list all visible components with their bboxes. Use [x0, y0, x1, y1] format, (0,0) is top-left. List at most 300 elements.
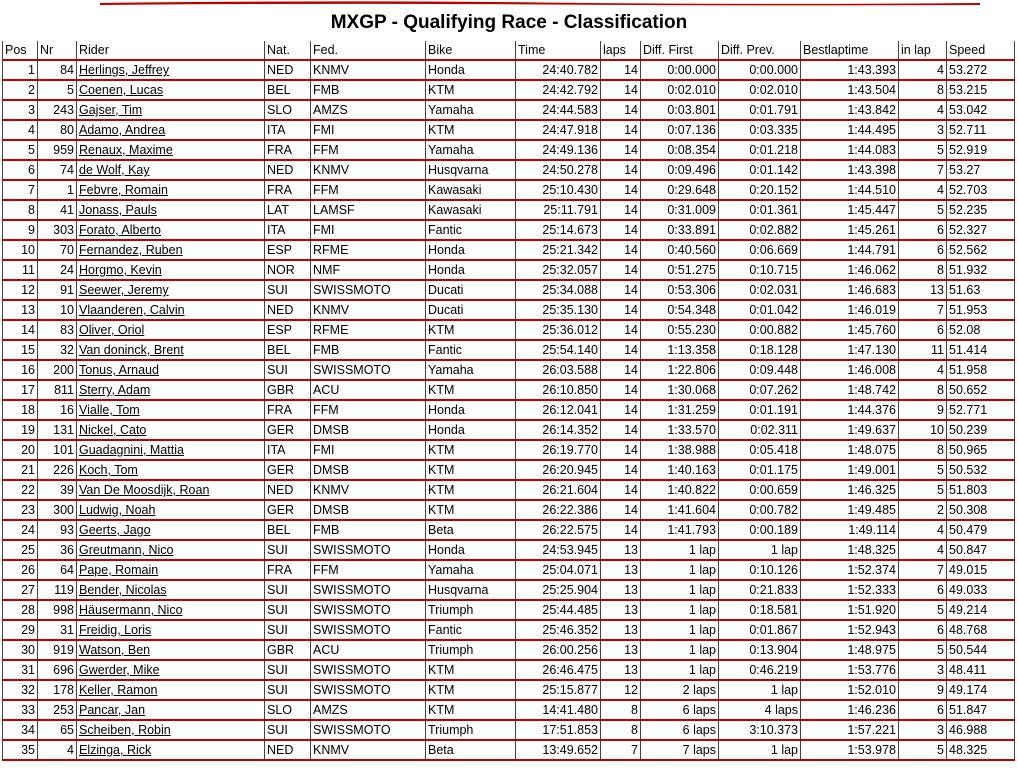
rider-link[interactable]: Geerts, Jago: [79, 523, 151, 537]
cell-pos: 28: [3, 600, 38, 620]
cell-nr: 696: [38, 660, 77, 680]
cell-speed: 50.308: [947, 500, 1015, 520]
cell-fed: KNMV: [311, 480, 426, 500]
cell-speed: 51.847: [947, 700, 1015, 720]
cell-bestlaptime: 1:45.760: [801, 320, 899, 340]
cell-fed: FFM: [311, 140, 426, 160]
rider-link[interactable]: Jonass, Pauls: [79, 203, 157, 217]
cell-in-lap: 4: [899, 100, 947, 120]
cell-in-lap: 9: [899, 400, 947, 420]
cell-pos: 26: [3, 560, 38, 580]
table-row: [3, 340, 1015, 360]
cell-diff-first: 1:13.358: [641, 340, 719, 360]
cell-diff-first: 1 lap: [641, 620, 719, 640]
cell-pos: 6: [3, 160, 38, 180]
rider-link[interactable]: Keller, Ramon: [79, 683, 158, 697]
cell-in-lap: 13: [899, 280, 947, 300]
cell-speed: 52.08: [947, 320, 1015, 340]
cell-diff-prev: 0:03.335: [719, 120, 801, 140]
cell-fed: SWISSMOTO: [311, 280, 426, 300]
cell-pos: 2: [3, 80, 38, 100]
cell-nr: 253: [38, 700, 77, 720]
cell-bestlaptime: 1:48.742: [801, 380, 899, 400]
cell-bike: Yamaha: [426, 560, 516, 580]
cell-rider: [77, 500, 265, 520]
cell-bike: Yamaha: [426, 100, 516, 120]
cell-bike: Triumph: [426, 720, 516, 740]
cell-in-lap: 5: [899, 140, 947, 160]
cell-bestlaptime: 1:52.374: [801, 560, 899, 580]
cell-nat: BEL: [265, 520, 311, 540]
cell-speed: 52.562: [947, 240, 1015, 260]
cell-speed: 48.768: [947, 620, 1015, 640]
cell-speed: 48.411: [947, 660, 1015, 680]
cell-laps: 13: [601, 560, 641, 580]
cell-diff-prev: 0:00.882: [719, 320, 801, 340]
cell-diff-first: 1:41.793: [641, 520, 719, 540]
table-row: [3, 160, 1015, 180]
cell-diff-first: 0:29.648: [641, 180, 719, 200]
cell-bike: KTM: [426, 80, 516, 100]
table-row: [3, 420, 1015, 440]
cell-rider: [77, 300, 265, 320]
classification-table: [2, 41, 1015, 761]
rider-link[interactable]: Häusermann, Nico: [79, 603, 183, 617]
cell-diff-first: 1:38.988: [641, 440, 719, 460]
table-row: [3, 360, 1015, 380]
cell-laps: 14: [601, 60, 641, 80]
rider-link[interactable]: Vlaanderen, Calvin: [79, 303, 185, 317]
cell-nr: 74: [38, 160, 77, 180]
cell-bike: Triumph: [426, 640, 516, 660]
cell-pos: 1: [3, 60, 38, 80]
cell-bestlaptime: 1:48.325: [801, 540, 899, 560]
cell-in-lap: 4: [899, 180, 947, 200]
cell-nr: 178: [38, 680, 77, 700]
column-header-diff-prev: Diff. Prev.: [719, 41, 801, 60]
cell-time: 24:49.136: [516, 140, 601, 160]
cell-in-lap: 5: [899, 460, 947, 480]
cell-bike: Fantic: [426, 620, 516, 640]
cell-nat: ITA: [265, 120, 311, 140]
cell-diff-first: 0:40.560: [641, 240, 719, 260]
cell-rider: [77, 60, 265, 80]
cell-nr: 101: [38, 440, 77, 460]
decorative-brush-stroke: [100, 0, 980, 6]
rider-link[interactable]: Nickel, Cato: [79, 423, 147, 437]
cell-nr: 200: [38, 360, 77, 380]
column-header-fed: Fed.: [311, 41, 426, 60]
cell-pos: 29: [3, 620, 38, 640]
cell-pos: 10: [3, 240, 38, 260]
cell-laps: 14: [601, 180, 641, 200]
rider-link[interactable]: Gajser, Tim: [79, 103, 143, 117]
rider-link[interactable]: Horgmo, Kevin: [79, 263, 162, 277]
cell-rider: [77, 100, 265, 120]
cell-bestlaptime: 1:45.447: [801, 200, 899, 220]
cell-pos: 12: [3, 280, 38, 300]
cell-rider: [77, 380, 265, 400]
cell-nat: SUI: [265, 660, 311, 680]
cell-pos: 18: [3, 400, 38, 420]
cell-diff-prev: 0:00.189: [719, 520, 801, 540]
cell-nat: ITA: [265, 440, 311, 460]
cell-speed: 50.239: [947, 420, 1015, 440]
rider-link[interactable]: Guadagnini, Mattia: [79, 443, 184, 457]
cell-nat: NED: [265, 60, 311, 80]
cell-speed: 51.953: [947, 300, 1015, 320]
cell-nat: ITA: [265, 220, 311, 240]
cell-nat: FRA: [265, 180, 311, 200]
cell-in-lap: 2: [899, 500, 947, 520]
cell-rider: [77, 220, 265, 240]
cell-pos: 31: [3, 660, 38, 680]
cell-in-lap: 10: [899, 420, 947, 440]
cell-in-lap: 4: [899, 540, 947, 560]
cell-bike: Honda: [426, 420, 516, 440]
cell-pos: 14: [3, 320, 38, 340]
cell-fed: SWISSMOTO: [311, 580, 426, 600]
cell-diff-first: 0:54.348: [641, 300, 719, 320]
cell-bestlaptime: 1:45.261: [801, 220, 899, 240]
rider-link[interactable]: Renaux, Maxime: [79, 143, 173, 157]
cell-diff-first: 0:51.275: [641, 260, 719, 280]
cell-speed: 51.803: [947, 480, 1015, 500]
cell-pos: 22: [3, 480, 38, 500]
cell-pos: 11: [3, 260, 38, 280]
cell-fed: RFME: [311, 240, 426, 260]
cell-nr: 41: [38, 200, 77, 220]
rider-link[interactable]: Elzinga, Rick: [79, 743, 152, 757]
cell-pos: 15: [3, 340, 38, 360]
cell-bestlaptime: 1:57.221: [801, 720, 899, 740]
cell-time: 25:44.485: [516, 600, 601, 620]
cell-bike: Husqvarna: [426, 160, 516, 180]
cell-diff-first: 0:55.230: [641, 320, 719, 340]
cell-diff-first: 1:41.604: [641, 500, 719, 520]
cell-time: 26:14.352: [516, 420, 601, 440]
cell-laps: 13: [601, 580, 641, 600]
cell-rider: [77, 740, 265, 760]
results-body: [3, 60, 1015, 760]
cell-bestlaptime: 1:52.943: [801, 620, 899, 640]
cell-laps: 8: [601, 700, 641, 720]
table-row: [3, 700, 1015, 720]
cell-laps: 14: [601, 440, 641, 460]
table-row: [3, 400, 1015, 420]
header-row: [3, 41, 1015, 60]
cell-in-lap: 5: [899, 200, 947, 220]
cell-nr: 243: [38, 100, 77, 120]
cell-bike: Ducati: [426, 280, 516, 300]
cell-diff-prev: 0:00.782: [719, 500, 801, 520]
cell-diff-prev: 1 lap: [719, 540, 801, 560]
cell-diff-first: 7 laps: [641, 740, 719, 760]
cell-fed: FMB: [311, 80, 426, 100]
cell-in-lap: 6: [899, 220, 947, 240]
column-header-bestlaptime: Bestlaptime: [801, 41, 899, 60]
table-row: [3, 660, 1015, 680]
cell-diff-prev: 0:01.218: [719, 140, 801, 160]
cell-diff-prev: 0:05.418: [719, 440, 801, 460]
cell-diff-prev: 0:46.219: [719, 660, 801, 680]
cell-bestlaptime: 1:51.920: [801, 600, 899, 620]
cell-nat: GER: [265, 420, 311, 440]
cell-diff-prev: 0:02.311: [719, 420, 801, 440]
cell-bike: KTM: [426, 120, 516, 140]
cell-speed: 53.042: [947, 100, 1015, 120]
cell-nr: 80: [38, 120, 77, 140]
table-row: [3, 580, 1015, 600]
cell-speed: 46.988: [947, 720, 1015, 740]
cell-pos: 20: [3, 440, 38, 460]
table-row: [3, 740, 1015, 760]
cell-laps: 8: [601, 720, 641, 740]
cell-rider: [77, 320, 265, 340]
cell-time: 25:04.071: [516, 560, 601, 580]
rider-link[interactable]: Oliver, Oriol: [79, 323, 145, 337]
rider-link[interactable]: Pape, Romain: [79, 563, 159, 577]
cell-rider: [77, 480, 265, 500]
cell-fed: FFM: [311, 180, 426, 200]
cell-nr: 31: [38, 620, 77, 640]
cell-rider: [77, 660, 265, 680]
rider-link[interactable]: Forato, Alberto: [79, 223, 161, 237]
cell-pos: 34: [3, 720, 38, 740]
table-row: [3, 460, 1015, 480]
cell-nat: BEL: [265, 80, 311, 100]
rider-link[interactable]: Bender, Nicolas: [79, 583, 167, 597]
cell-diff-first: 6 laps: [641, 720, 719, 740]
rider-link[interactable]: Ludwig, Noah: [79, 503, 156, 517]
cell-fed: FMI: [311, 120, 426, 140]
table-row: [3, 640, 1015, 660]
column-header-diff-first: Diff. First: [641, 41, 719, 60]
cell-speed: 50.532: [947, 460, 1015, 480]
cell-laps: 14: [601, 320, 641, 340]
column-header-nr: Nr: [38, 41, 77, 60]
cell-speed: 52.327: [947, 220, 1015, 240]
rider-link[interactable]: Vialle, Tom: [79, 403, 140, 417]
cell-in-lap: 8: [899, 260, 947, 280]
rider-link[interactable]: Febvre, Romain: [79, 183, 168, 197]
rider-link[interactable]: Pancar, Jan: [79, 703, 146, 717]
cell-nr: 303: [38, 220, 77, 240]
cell-nat: ESP: [265, 320, 311, 340]
cell-fed: FMB: [311, 340, 426, 360]
cell-time: 24:50.278: [516, 160, 601, 180]
cell-time: 24:44.583: [516, 100, 601, 120]
cell-speed: 49.015: [947, 560, 1015, 580]
cell-diff-first: 0:53.306: [641, 280, 719, 300]
cell-rider: [77, 700, 265, 720]
cell-rider: [77, 140, 265, 160]
cell-time: 14:41.480: [516, 700, 601, 720]
cell-fed: SWISSMOTO: [311, 720, 426, 740]
cell-time: 24:47.918: [516, 120, 601, 140]
cell-rider: [77, 680, 265, 700]
cell-bike: Husqvarna: [426, 580, 516, 600]
cell-speed: 53.215: [947, 80, 1015, 100]
cell-rider: [77, 120, 265, 140]
rider-link[interactable]: Gwerder, Mike: [79, 663, 160, 677]
cell-fed: SWISSMOTO: [311, 660, 426, 680]
cell-rider: [77, 280, 265, 300]
cell-rider: [77, 580, 265, 600]
cell-laps: 13: [601, 660, 641, 680]
cell-bestlaptime: 1:46.236: [801, 700, 899, 720]
cell-time: 13:49.652: [516, 740, 601, 760]
cell-laps: 14: [601, 340, 641, 360]
cell-nr: 811: [38, 380, 77, 400]
cell-bike: KTM: [426, 320, 516, 340]
cell-time: 26:19.770: [516, 440, 601, 460]
column-header-in-lap: in lap: [899, 41, 947, 60]
cell-bestlaptime: 1:49.001: [801, 460, 899, 480]
cell-fed: DMSB: [311, 500, 426, 520]
cell-diff-first: 1:40.822: [641, 480, 719, 500]
cell-laps: 14: [601, 200, 641, 220]
cell-diff-first: 6 laps: [641, 700, 719, 720]
cell-pos: 33: [3, 700, 38, 720]
cell-speed: 52.919: [947, 140, 1015, 160]
cell-in-lap: 7: [899, 300, 947, 320]
cell-time: 25:15.877: [516, 680, 601, 700]
table-row: [3, 320, 1015, 340]
cell-bike: Honda: [426, 540, 516, 560]
cell-nr: 5: [38, 80, 77, 100]
cell-fed: KNMV: [311, 300, 426, 320]
cell-laps: 14: [601, 220, 641, 240]
rider-link[interactable]: Van doninck, Brent: [79, 343, 184, 357]
cell-laps: 13: [601, 640, 641, 660]
cell-diff-prev: 0:00.000: [719, 60, 801, 80]
rider-link[interactable]: Tonus, Arnaud: [79, 363, 159, 377]
cell-in-lap: 5: [899, 480, 947, 500]
cell-bike: Honda: [426, 240, 516, 260]
cell-rider: [77, 80, 265, 100]
cell-in-lap: 4: [899, 360, 947, 380]
rider-link[interactable]: Adamo, Andrea: [79, 123, 166, 137]
cell-rider: [77, 180, 265, 200]
cell-fed: FMI: [311, 440, 426, 460]
rider-link[interactable]: Freidig, Loris: [79, 623, 152, 637]
rider-link[interactable]: Sterry, Adam: [79, 383, 151, 397]
cell-rider: [77, 260, 265, 280]
cell-bike: KTM: [426, 380, 516, 400]
cell-rider: [77, 520, 265, 540]
cell-bestlaptime: 1:46.062: [801, 260, 899, 280]
cell-bestlaptime: 1:52.010: [801, 680, 899, 700]
cell-laps: 14: [601, 480, 641, 500]
cell-in-lap: 5: [899, 640, 947, 660]
cell-fed: RFME: [311, 320, 426, 340]
cell-nat: SUI: [265, 600, 311, 620]
cell-rider: [77, 540, 265, 560]
cell-diff-prev: 1 lap: [719, 740, 801, 760]
cell-in-lap: 6: [899, 700, 947, 720]
cell-diff-first: 2 laps: [641, 680, 719, 700]
cell-in-lap: 8: [899, 80, 947, 100]
rider-link[interactable]: Herlings, Jeffrey: [79, 63, 170, 77]
cell-speed: 51.414: [947, 340, 1015, 360]
cell-bike: KTM: [426, 660, 516, 680]
rider-link[interactable]: Watson, Ben: [79, 643, 151, 657]
cell-time: 25:10.430: [516, 180, 601, 200]
cell-diff-first: 0:08.354: [641, 140, 719, 160]
cell-laps: 14: [601, 120, 641, 140]
cell-speed: 49.033: [947, 580, 1015, 600]
rider-link[interactable]: Van De Moosdijk, Roan: [79, 483, 210, 497]
rider-link[interactable]: Koch, Tom: [79, 463, 138, 477]
cell-pos: 25: [3, 540, 38, 560]
cell-speed: 53.272: [947, 60, 1015, 80]
cell-nr: 83: [38, 320, 77, 340]
cell-nat: NED: [265, 160, 311, 180]
cell-diff-first: 0:03.801: [641, 100, 719, 120]
cell-pos: 21: [3, 460, 38, 480]
cell-nr: 919: [38, 640, 77, 660]
cell-bestlaptime: 1:49.114: [801, 520, 899, 540]
cell-fed: DMSB: [311, 420, 426, 440]
cell-bestlaptime: 1:46.325: [801, 480, 899, 500]
cell-in-lap: 4: [899, 60, 947, 80]
cell-rider: [77, 720, 265, 740]
cell-nat: SUI: [265, 280, 311, 300]
cell-rider: [77, 460, 265, 480]
table-row: [3, 100, 1015, 120]
table-row: [3, 180, 1015, 200]
cell-bestlaptime: 1:49.485: [801, 500, 899, 520]
table-row: [3, 260, 1015, 280]
cell-nat: GBR: [265, 640, 311, 660]
cell-diff-first: 0:02.010: [641, 80, 719, 100]
cell-fed: SWISSMOTO: [311, 360, 426, 380]
rider-link[interactable]: Greutmann, Nico: [79, 543, 174, 557]
cell-time: 26:00.256: [516, 640, 601, 660]
cell-diff-first: 1:31.259: [641, 400, 719, 420]
cell-diff-prev: 0:09.448: [719, 360, 801, 380]
cell-diff-prev: 0:01.175: [719, 460, 801, 480]
rider-link[interactable]: Fernandez, Ruben: [79, 243, 183, 257]
cell-nr: 131: [38, 420, 77, 440]
cell-laps: 7: [601, 740, 641, 760]
rider-link[interactable]: Seewer, Jeremy: [79, 283, 169, 297]
table-row: [3, 620, 1015, 640]
cell-nr: 998: [38, 600, 77, 620]
cell-nat: ESP: [265, 240, 311, 260]
rider-link[interactable]: Scheiben, Robin: [79, 723, 171, 737]
cell-in-lap: 11: [899, 340, 947, 360]
rider-link[interactable]: Coenen, Lucas: [79, 83, 164, 97]
cell-rider: [77, 560, 265, 580]
cell-diff-prev: 0:13.904: [719, 640, 801, 660]
rider-link[interactable]: de Wolf, Kay: [79, 163, 150, 177]
cell-speed: 52.711: [947, 120, 1015, 140]
cell-fed: SWISSMOTO: [311, 680, 426, 700]
cell-nat: SUI: [265, 720, 311, 740]
cell-laps: 14: [601, 400, 641, 420]
cell-diff-first: 1 lap: [641, 600, 719, 620]
cell-bike: KTM: [426, 680, 516, 700]
cell-fed: AMZS: [311, 700, 426, 720]
cell-fed: KNMV: [311, 160, 426, 180]
cell-fed: SWISSMOTO: [311, 540, 426, 560]
cell-pos: 13: [3, 300, 38, 320]
cell-diff-prev: 0:07.262: [719, 380, 801, 400]
cell-bike: KTM: [426, 700, 516, 720]
cell-pos: 5: [3, 140, 38, 160]
